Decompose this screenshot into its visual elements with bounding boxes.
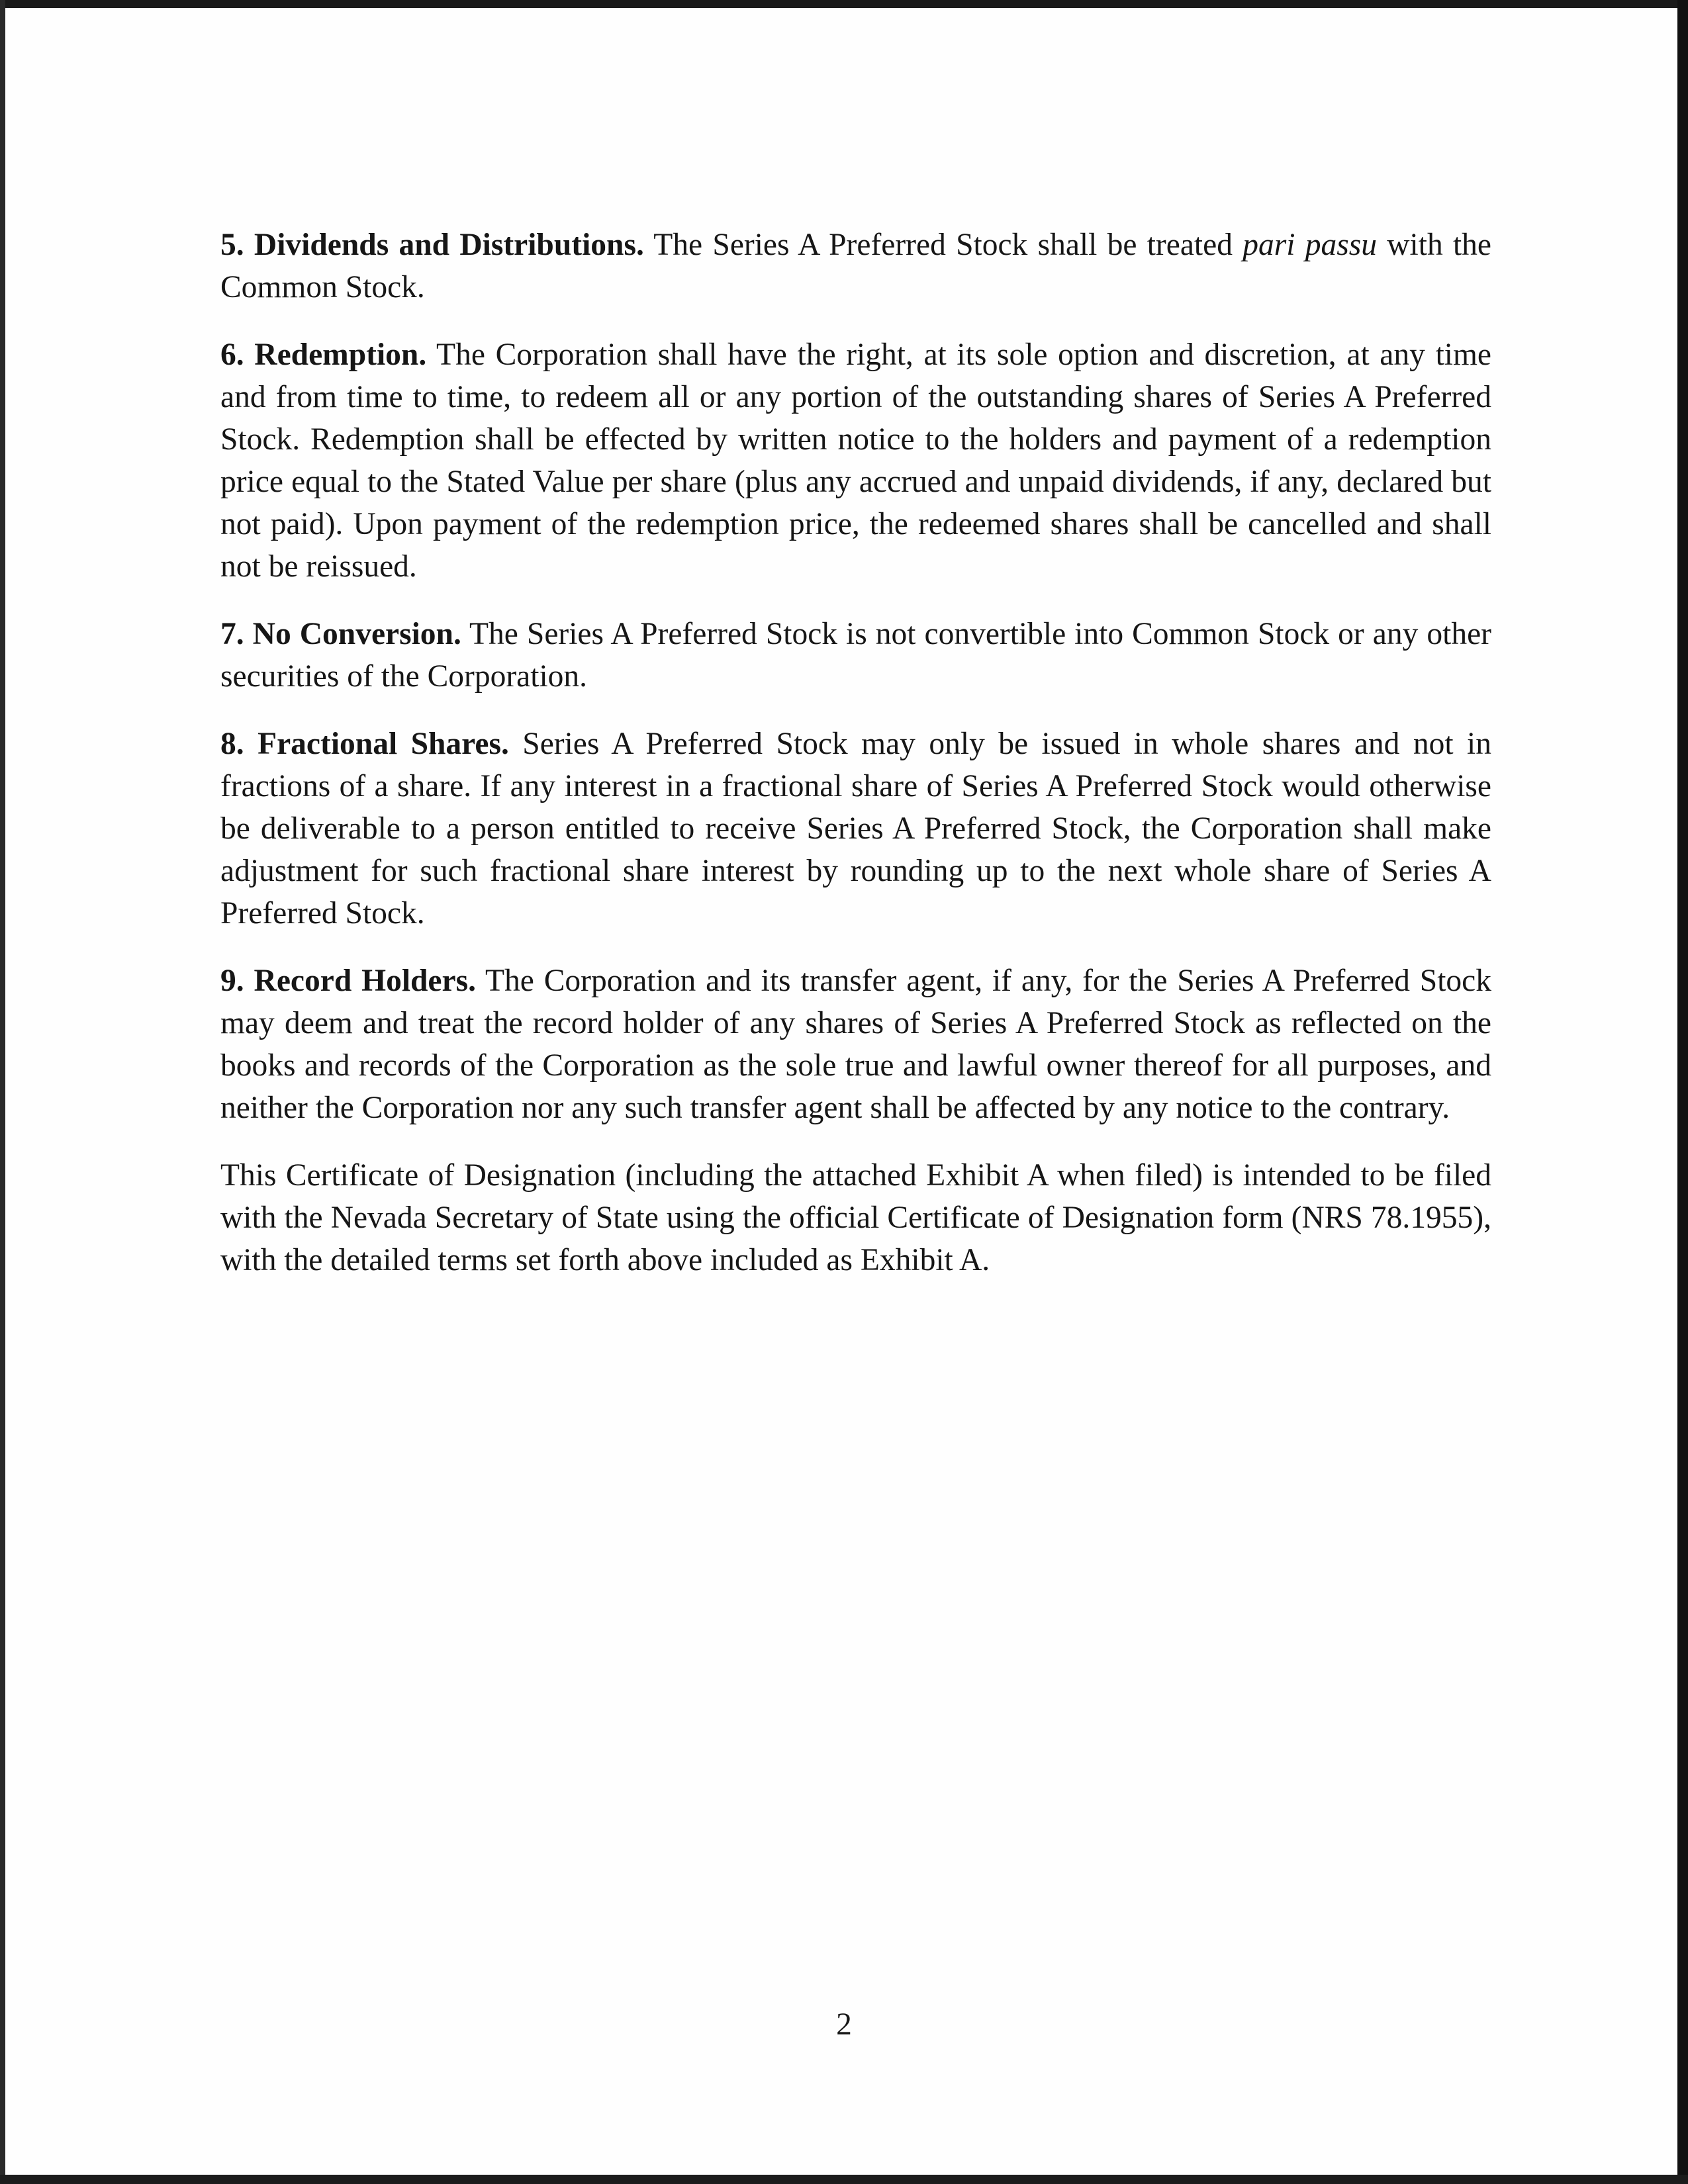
section-heading: 8. Fractional Shares.	[220, 727, 509, 761]
closing-paragraph: This Certificate of Designation (including the attached Exhibit A when filed) is intended to be filed with the Nevada Secretary of State using the official Certificate of Designation form (NRS 78.1955), with the detailed terms set forth above included as Exhibit A.	[220, 1158, 1491, 1277]
scan-edge-bottom	[0, 2175, 1688, 2184]
section-text: Series A Preferred Stock may only be issued in whole shares and not in fractions of a share. If any interest in a fractional share of Series A Preferred Stock would otherwise be deliverable to a person entitled to receive Series A Preferred Stock, the Corporation shall make adjustment for such fractional share interest by rounding up to the next whole share of Series A Preferred Stock.	[220, 727, 1491, 931]
section-text: with the Common Stock.	[220, 228, 1492, 304]
page-number: 2	[836, 2007, 852, 2042]
section-record-holders	[220, 960, 1491, 1129]
section-dividends	[220, 224, 1491, 308]
section-fractional-shares	[220, 723, 1491, 934]
document-body	[220, 224, 1491, 1306]
section-text: The Series A Preferred Stock shall be treated	[643, 228, 1243, 262]
section-emphasis: pari passu	[1243, 228, 1377, 262]
section-text: The Series A Preferred Stock is not convertible into Common Stock or any other securities of the Corporation.	[220, 617, 1491, 694]
section-text: The Corporation and its transfer agent, if any, for the Series A Preferred Stock may deem and treat the record holder of any shares of Series A Preferred Stock as reflected on the books and records of the Corporation as the sole true and lawful owner thereof for all purposes, and neither the Corporation nor any such transfer agent shall be affected by any notice to the contrary.	[220, 964, 1491, 1125]
scan-edge-left	[0, 0, 5, 2184]
section-heading: 7. No Conversion.	[220, 617, 461, 651]
section-heading: 5. Dividends and Distributions.	[220, 228, 644, 262]
section-redemption	[220, 334, 1491, 588]
section-text: The Corporation shall have the right, at its sole option and discretion, at any time and from time to time, to redeem all or any portion of the outstanding shares of Series A Preferred Stock. Redemption shall be effected by written notice to the holders and payment of a redemption price equal to the Stated Value per share (plus any accrued and unpaid dividends, if any, declared but not paid). Upon payment of the redemption price, the redeemed shares shall be cancelled and shall not be reissued.	[220, 338, 1491, 584]
section-heading: 6. Redemption.	[220, 338, 427, 372]
section-heading: 9. Record Holders.	[220, 964, 476, 998]
scan-edge-right	[1677, 0, 1688, 2184]
scan-edge-top	[0, 0, 1688, 8]
section-no-conversion	[220, 613, 1491, 698]
